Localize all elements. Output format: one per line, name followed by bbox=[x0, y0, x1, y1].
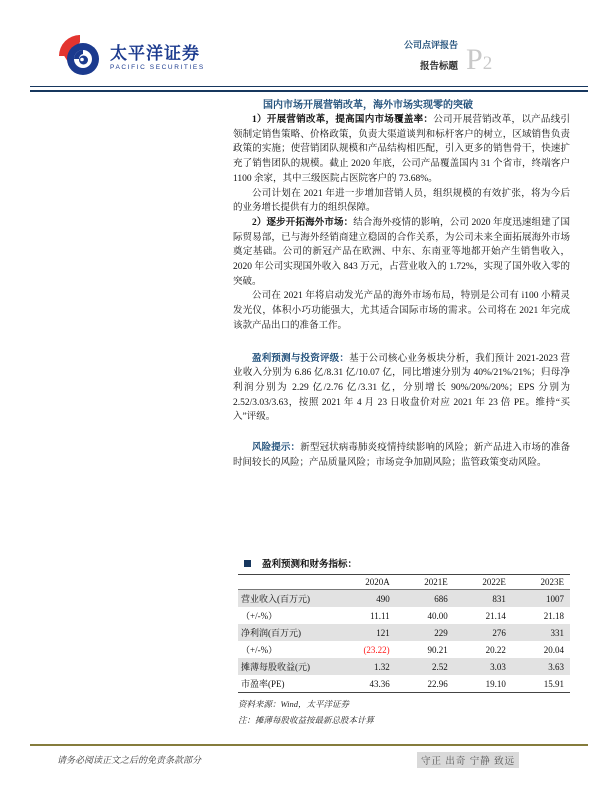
paragraph-text: 基于公司核心业务板块分析，我们预计 2021-2023 营业收入分别为 6.86 亿/8.31 亿/10.07 亿，同比增速分别为 40%/21%/21%；归母净利润分别为 2.29 亿/2.76 亿/3.31 亿，分别增长 90%/20%/20%；EPS 分别为 2.52/3.03/3.63，按照 2021 年 4 月 23 日收盘价对应 2021 年 23 倍 PE。维持“买入”评级。 bbox=[233, 353, 570, 423]
paragraph-lead: 1）开展营销改革，提高国内市场覆盖率： bbox=[252, 115, 434, 125]
col-2023E: 2023E bbox=[512, 575, 570, 590]
table-note: 注：摊薄每股收益按最新总股本计算 bbox=[238, 715, 375, 725]
paragraph-marketing-reform bbox=[233, 113, 570, 187]
header-right bbox=[404, 38, 493, 76]
footer-motto: 守正 出奇 宁静 致远 bbox=[417, 752, 519, 768]
paragraph-lead: 2）逐步开拓海外市场： bbox=[252, 217, 354, 228]
table-row-revenue-growth: （+/-%） 11.11 40.00 21.14 21.18 bbox=[241, 610, 564, 621]
paragraph-lead: 盈利预测与投资评级： bbox=[252, 353, 350, 364]
table-row-diluted-eps: 摊薄每股收益(元) 1.32 2.52 3.03 3.63 bbox=[238, 658, 570, 675]
paragraph-2021-plan bbox=[233, 187, 570, 216]
square-bullet-icon bbox=[244, 560, 251, 567]
paragraph-text: 公司开展营销改革，以产品线引领制定销售策略、价格政策，负责大渠道谈判和标杆客户的树立，区域销售负责政策的实施；使营销团队规模和产品结构相匹配，引入更多的销售骨干，快速扩充了销售团队的规模。截止 2020 年底，公司产品覆盖国内 31 个省市，终端客户 1100 余家，其中三级医院占医院客户的 73.68%。 bbox=[233, 115, 570, 184]
report-title-label: 报告标题 bbox=[420, 62, 459, 72]
col-2022E: 2022E bbox=[454, 575, 512, 590]
paragraph-overseas-product bbox=[233, 289, 570, 333]
paragraph-overseas-market bbox=[233, 216, 570, 290]
paragraph-text: 公司计划在 2021 年进一步增加营销人员，组织规模的有效扩张，将为今后的业务增长提供有力的组织保障。 bbox=[233, 188, 570, 214]
header-divider bbox=[30, 86, 588, 92]
paragraph-risk-warning bbox=[233, 441, 570, 470]
paragraph-text: 结合海外疫情的影响，公司 2020 年度迅速组建了国际贸易部，已与海外经销商建立稳固的合作关系，为公司未来全面拓展海外市场奠定基础。公司的新冠产品在欧洲、中东、东南亚等地都开始产生销售收入，2020 年公司实现国外收入 843 万元，占营业收入的 1.72%，实现了国外收入零的突破。 bbox=[233, 217, 570, 287]
col-2020A: 2020A bbox=[338, 575, 396, 590]
paragraph-text: 新型冠状病毒肺炎疫情持续影响的风险；新产品进入市场的准备时间较长的风险；产品质量风险；市场竞争加剧风险；监管政策变动风险。 bbox=[233, 443, 570, 468]
table-header-row bbox=[238, 575, 570, 590]
negative-value: (23.22) bbox=[363, 644, 390, 655]
footer-disclaimer: 请务必阅读正文之后的免责条款部分 bbox=[57, 755, 202, 765]
report-body bbox=[233, 96, 570, 470]
page-title: 国内市场开展营销改革，海外市场实现零的突破 bbox=[263, 100, 473, 111]
page-number: P2 bbox=[466, 43, 493, 76]
table-section-title: 盈利预测和财务指标： bbox=[238, 556, 570, 570]
col-2021E: 2021E bbox=[396, 575, 454, 590]
footer-divider bbox=[30, 744, 588, 746]
table-source: 资料来源：Wind，太平洋证券 bbox=[238, 699, 349, 709]
table-row-profit-growth: （+/-%） (23.22) 90.21 20.22 20.04 bbox=[238, 641, 570, 658]
financial-metrics-table bbox=[238, 574, 570, 693]
table-row-pe: 市盈率(PE) 43.36 22.96 19.10 15.91 bbox=[241, 678, 564, 689]
logo-chinese-name: 太平洋证券 bbox=[110, 44, 200, 64]
table-row-revenue: 营业收入(百万元) 490 686 831 1007 bbox=[238, 590, 570, 608]
paragraph-profit-forecast bbox=[233, 352, 570, 426]
paragraph-text: 公司在 2021 年将启动发光产品的海外市场布局，特别是公司有 i100 小精灵发光仪，体积小巧功能强大，尤其适合国际市场的需求。公司将在 2021 年完成该款产品出口的准备工作。 bbox=[233, 291, 570, 331]
report-type-label: 公司点评报告 bbox=[404, 40, 459, 50]
table-row-net-profit: 净利润(百万元) 121 229 276 331 bbox=[238, 624, 570, 641]
financial-table-section bbox=[238, 556, 570, 726]
company-logo bbox=[56, 32, 205, 85]
paragraph-lead: 风险提示： bbox=[252, 443, 301, 454]
pacific-securities-logo-icon bbox=[56, 32, 104, 85]
logo-english-name: PACIFIC SECURITIES bbox=[110, 64, 205, 72]
